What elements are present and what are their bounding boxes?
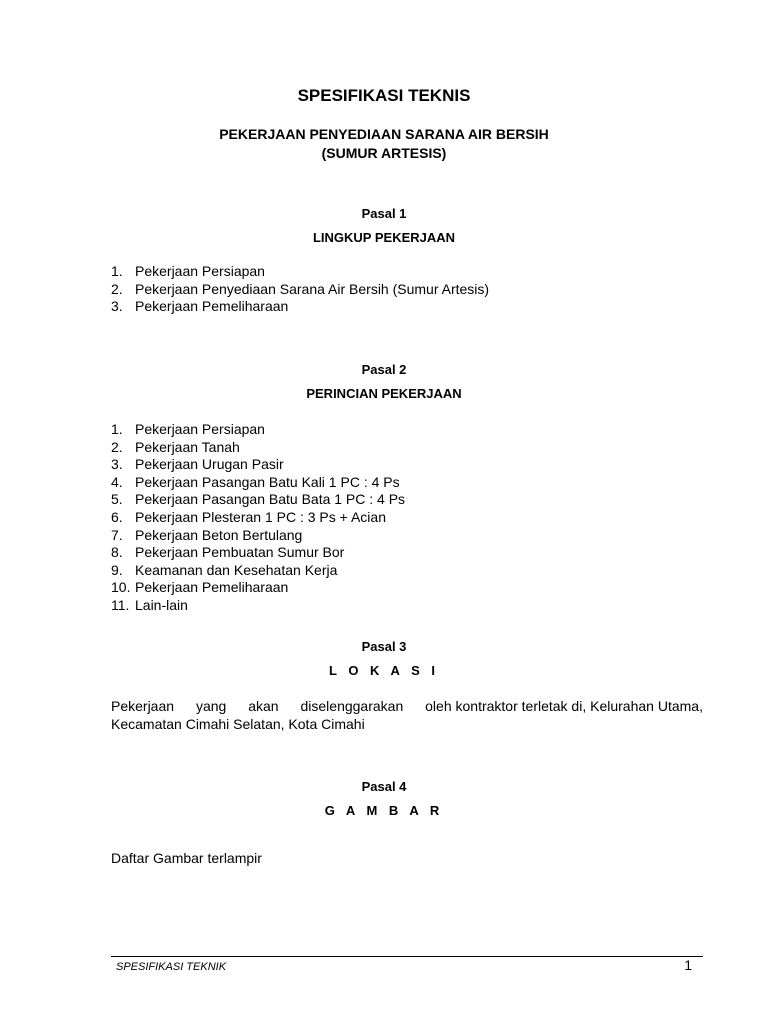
pasal-3-heading: L O K A S I bbox=[329, 663, 439, 678]
location-line-1: Pekerjaan yang akan diselenggarakan oleh kontraktor terletak di, Kelurahan Utama, bbox=[111, 698, 703, 714]
list-item: 1. Pekerjaan Persiapan bbox=[111, 263, 265, 279]
drawing-list-text: Daftar Gambar terlampir bbox=[111, 850, 262, 866]
pasal-2-heading: PERINCIAN PEKERJAAN bbox=[306, 386, 462, 401]
list-item: 1. Pekerjaan Persiapan bbox=[111, 421, 265, 437]
list-item: 2. Pekerjaan Penyediaan Sarana Air Bersih (Sumur Artesis) bbox=[111, 280, 490, 297]
list-item: 3. Pekerjaan Pemeliharaan bbox=[111, 298, 289, 315]
list-item: 11. Lain-lain bbox=[111, 596, 188, 613]
pasal-3-label: Pasal 3 bbox=[361, 639, 407, 654]
list-item: 8. Pekerjaan Pembuatan Sumur Bor bbox=[111, 544, 345, 561]
list-item: 6. Pekerjaan Plesteran 1 PC : 3 Ps + Acian bbox=[111, 508, 386, 525]
document-title: SPESIFIKASI TEKNIS bbox=[297, 86, 471, 105]
location-line-2: Kecamatan Cimahi Selatan, Kota Cimahi bbox=[111, 716, 365, 732]
list-item: 2. Pekerjaan Tanah bbox=[111, 438, 240, 455]
pasal-1-list bbox=[111, 263, 489, 316]
location-paragraph bbox=[111, 697, 703, 733]
list-item: 10. Pekerjaan Pemeliharaan bbox=[111, 579, 289, 596]
subtitle-line-1: PEKERJAAN PENYEDIAAN SARANA AIR BERSIH bbox=[219, 126, 549, 142]
subtitle-line-2: (SUMUR ARTESIS) bbox=[321, 145, 447, 161]
list-item: 5. Pekerjaan Pasangan Batu Bata 1 PC : 4 Ps bbox=[111, 491, 406, 508]
pasal-2-label: Pasal 2 bbox=[361, 362, 407, 377]
list-item: 7. Pekerjaan Beton Bertulang bbox=[111, 526, 303, 543]
pasal-1-heading: LINGKUP PEKERJAAN bbox=[312, 230, 456, 245]
pasal-1-label: Pasal 1 bbox=[361, 206, 407, 221]
pasal-2-list bbox=[111, 421, 405, 615]
list-item: 3. Pekerjaan Urugan Pasir bbox=[111, 456, 284, 473]
list-item: 4. Pekerjaan Pasangan Batu Kali 1 PC : 4 Ps bbox=[111, 473, 400, 490]
document-subtitle bbox=[0, 125, 768, 163]
pasal-4-label: Pasal 4 bbox=[361, 779, 407, 794]
footer-label: SPESIFIKASI TEKNIK bbox=[116, 961, 227, 973]
footer-divider bbox=[111, 956, 703, 957]
list-item: 9. Keamanan dan Kesehatan Kerja bbox=[111, 561, 338, 578]
page-number: 1 bbox=[684, 957, 692, 973]
pasal-4-heading: G A M B A R bbox=[324, 803, 444, 818]
